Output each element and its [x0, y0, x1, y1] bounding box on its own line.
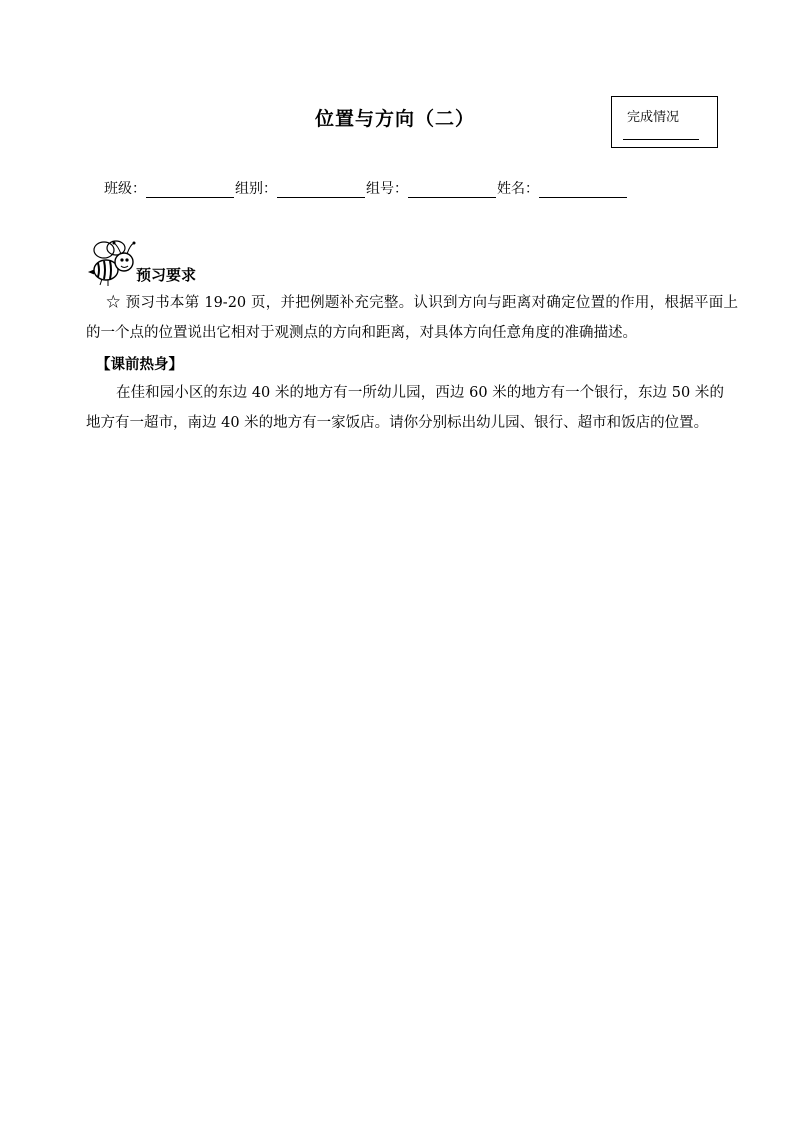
group-number-blank[interactable]: [408, 183, 496, 198]
class-blank[interactable]: [146, 183, 234, 198]
completion-status-label: 完成情况: [627, 110, 680, 125]
class-label: 班级：: [104, 181, 146, 197]
warmup-heading: 【课前热身】: [96, 356, 183, 373]
name-blank[interactable]: [539, 183, 627, 198]
preview-requirements-text: ☆ 预习书本第 19-20 页，并把例题补充完整。认识到方向与距离对确定位置的作用，根据平面上的一个点的位置说出它相对于观测点的方向和距离，对具体方向任意角度的准确描述。: [86, 295, 738, 341]
page-title: 位置与方向（二）: [314, 108, 475, 130]
warmup-text: 在佳和园小区的东边 40 米的地方有一所幼儿园，西边 60 米的地方有一个银行，东边 50 米的地方有一超市，南边 40 米的地方有一家饭店。请你分别标出幼儿园、银行、超市和饭店的位置。: [86, 385, 724, 431]
name-label: 姓名：: [497, 181, 539, 197]
bee-icon: [86, 238, 138, 288]
group-number-label: 组号：: [366, 181, 408, 197]
completion-status-blank[interactable]: [623, 139, 699, 140]
group-label: 组别：: [235, 181, 277, 197]
group-blank[interactable]: [277, 183, 365, 198]
preview-requirements-heading: 预习要求: [136, 266, 197, 284]
student-info-row: [104, 178, 628, 198]
completion-status-box: [611, 96, 718, 148]
